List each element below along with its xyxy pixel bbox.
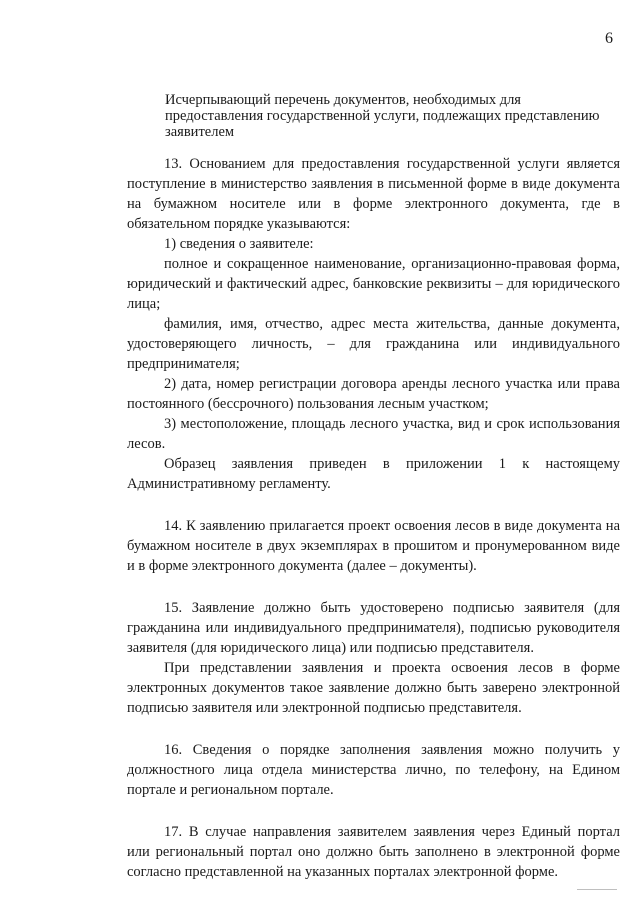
page-number: 6 <box>605 30 613 47</box>
paragraph-13-individual: фамилия, имя, отчество, адрес места жительства, данные документа, удостоверяющего личность, – для гражданина или индивидуального предпринимателя; <box>127 316 620 372</box>
paragraph-14: 14. К заявлению прилагается проект освоения лесов в виде документа на бумажном носителе в двух экземплярах в прошитом и пронумерованном виде и в форме электронного документа (далее – документы). <box>127 518 620 574</box>
paragraph-15: 15. Заявление должно быть удостоверено подписью заявителя (для гражданина или индивидуального предпринимателя), подписью руководителя заявителя (для юридического лица) или подписью представителя. <box>127 600 620 656</box>
section-heading: Исчерпывающий перечень документов, необходимых для предоставления государственной услуги, подлежащих представлению заявителем <box>165 92 600 140</box>
paragraph-17: 17. В случае направления заявителем заявления через Единый портал или региональный портал оно должно быть заполнено в электронной форме согласно представленной на указанных порталах электронной форме. <box>127 824 620 880</box>
paragraph-13-sample: Образец заявления приведен в приложении 1 к настоящему Административному регламенту. <box>127 456 620 492</box>
paragraph-13-item-3: 3) местоположение, площадь лесного участка, вид и срок использования лесов. <box>127 416 620 452</box>
paragraph-15-electronic: При представлении заявления и проекта освоения лесов в форме электронных документов такое заявление должно быть заверено электронной подписью заявителя или электронной подписью представителя. <box>127 660 620 716</box>
paragraph-13-legal-entity: полное и сокращенное наименование, организационно-правовая форма, юридический и фактический адрес, банковские реквизиты – для юридического лица; <box>127 256 620 312</box>
spacer <box>127 494 620 516</box>
scan-artifact <box>577 889 617 890</box>
paragraph-13-item-1: 1) сведения о заявителе: <box>164 236 314 252</box>
paragraph-13-item-2: 2) дата, номер регистрации договора аренды лесного участка или права постоянного (бессрочного) пользования лесным участком; <box>127 376 620 412</box>
spacer <box>127 576 620 598</box>
paragraph-13: 13. Основанием для предоставления государственной услуги является поступление в министерство заявления в письменной форме в виде документа на бумажном носителе или в форме электронного документа, где в обязательном порядке указываются: <box>127 156 620 232</box>
paragraph-16: 16. Сведения о порядке заполнения заявления можно получить у должностного лица отдела министерства лично, по телефону, на Едином портале и региональном портале. <box>127 742 620 798</box>
spacer <box>127 800 620 822</box>
spacer <box>127 718 620 740</box>
document-body <box>127 154 620 882</box>
